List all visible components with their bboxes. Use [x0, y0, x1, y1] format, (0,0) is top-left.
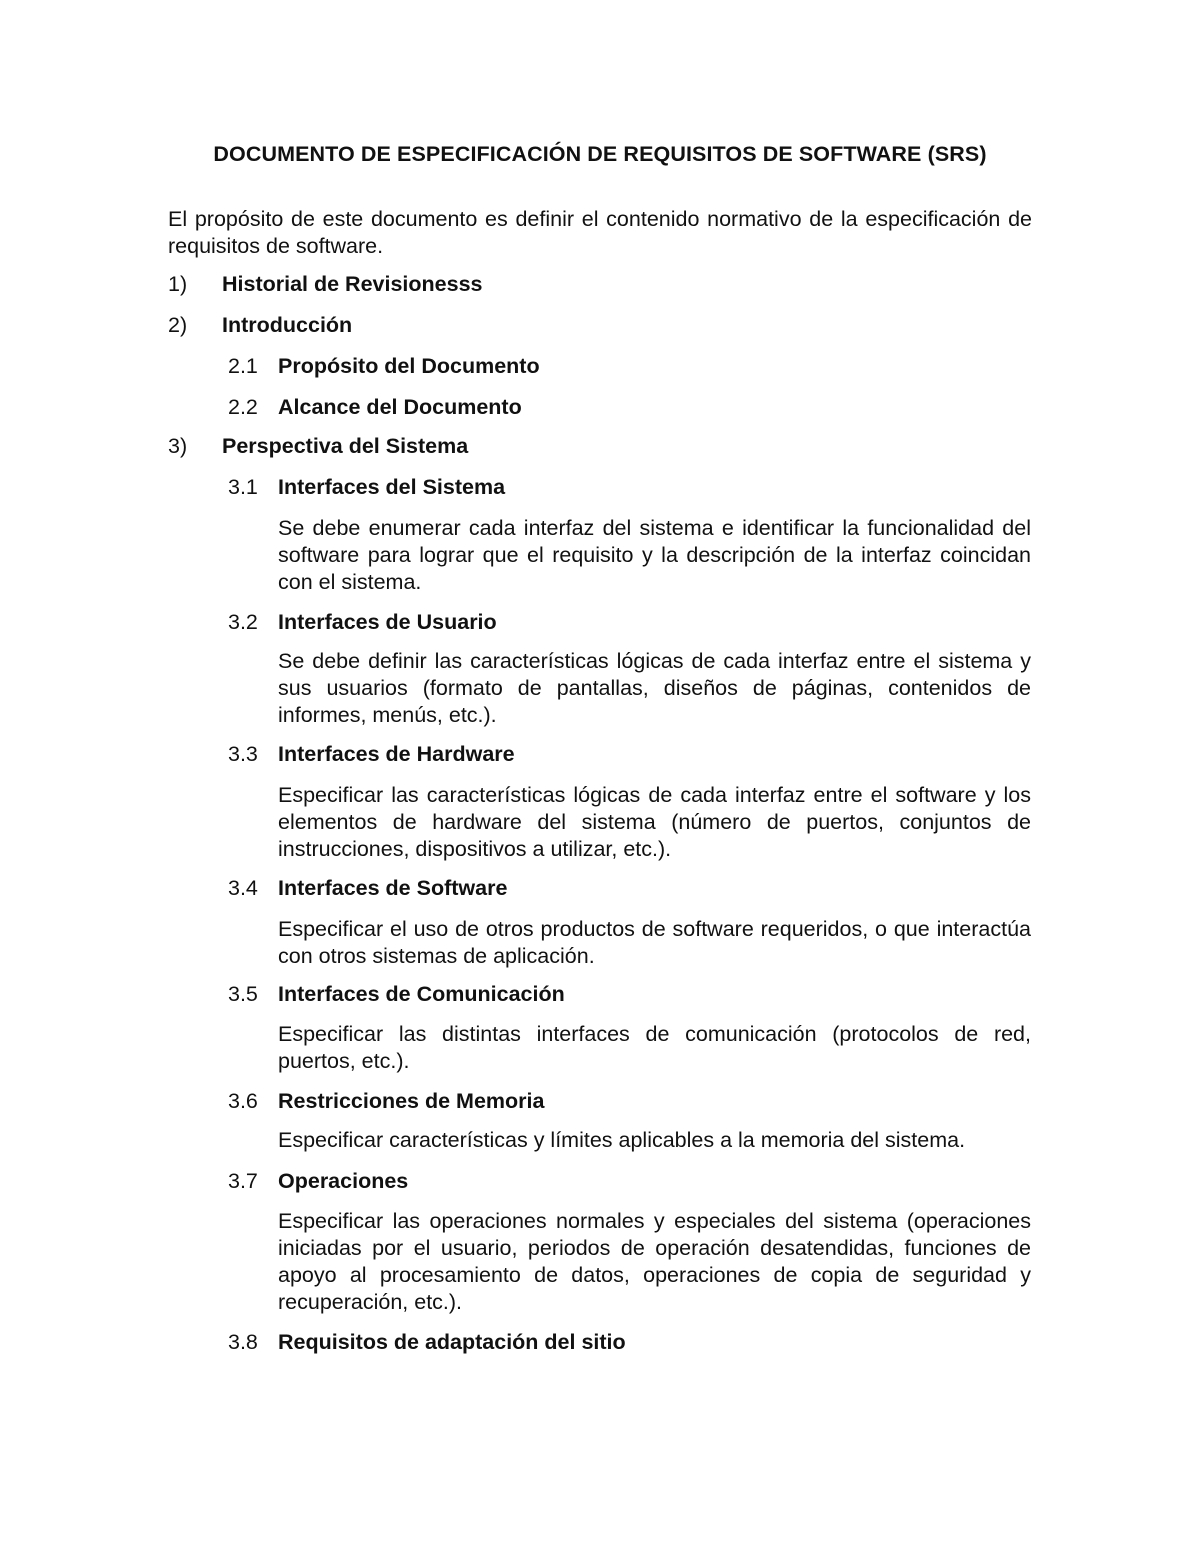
subsection-number: 3.6: [228, 1089, 258, 1113]
subsection-heading: Interfaces de Usuario: [278, 610, 497, 634]
subsection-heading: Interfaces de Comunicación: [278, 982, 565, 1006]
subsection-body: Especificar características y límites aplicables a la memoria del sistema.: [278, 1128, 966, 1152]
section-heading: Introducción: [222, 313, 353, 337]
subsection-number: 3.1: [228, 475, 258, 499]
subsection-number: 3.8: [228, 1330, 258, 1354]
intro-paragraph: El propósito de este documento es definir el contenido normativo de la especificación de requisitos de software.: [168, 207, 1032, 258]
section-number: 2): [168, 313, 188, 337]
subsection-body: Especificar el uso de otros productos de software requeridos, o que interactúa con otros sistemas de aplicación.: [278, 917, 1031, 968]
subsection-body: Especificar las distintas interfaces de comunicación (protocolos de red, puertos, etc.).: [278, 1022, 1031, 1073]
document-title: DOCUMENTO DE ESPECIFICACIÓN DE REQUISITOS DE SOFTWARE (SRS): [213, 142, 987, 166]
subsection-heading: Propósito del Documento: [278, 354, 540, 378]
subsection-number: 2.2: [228, 395, 258, 419]
subsection-body: Se debe enumerar cada interfaz del sistema e identificar la funcionalidad del software para lograr que el requisito y la descripción de la interfaz coincidan con el sistema.: [278, 516, 1031, 594]
subsection-heading: Operaciones: [278, 1169, 409, 1193]
subsection-body: Especificar las operaciones normales y especiales del sistema (operaciones iniciadas por el usuario, periodos de operación desatendidas, funciones de apoyo al procesamiento de datos, operaciones de copia de seguridad y recuperación, etc.).: [278, 1209, 1031, 1314]
subsection-heading: Interfaces de Hardware: [278, 742, 515, 766]
subsection-body: Se debe definir las características lógicas de cada interfaz entre el sistema y sus usuarios (formato de pantallas, diseños de páginas, contenidos de informes, menús, etc.).: [278, 649, 1031, 727]
section-heading: Perspectiva del Sistema: [222, 434, 469, 458]
subsection-number: 2.1: [228, 354, 258, 378]
subsection-heading: Interfaces de Software: [278, 876, 508, 900]
subsection-number: 3.7: [228, 1169, 258, 1193]
subsection-number: 3.3: [228, 742, 258, 766]
subsection-heading: Interfaces del Sistema: [278, 475, 506, 499]
subsection-heading: Restricciones de Memoria: [278, 1089, 545, 1113]
subsection-number: 3.2: [228, 610, 258, 634]
subsection-body: Especificar las características lógicas de cada interfaz entre el software y los elementos de hardware del sistema (número de puertos, conjuntos de instrucciones, dispositivos a utilizar, etc.).: [278, 783, 1031, 861]
subsection-heading: Alcance del Documento: [278, 395, 522, 419]
section-number: 1): [168, 272, 188, 296]
subsection-heading: Requisitos de adaptación del sitio: [278, 1330, 626, 1354]
section-heading: Historial de Revisionesss: [222, 272, 483, 296]
section-number: 3): [168, 434, 188, 458]
subsection-number: 3.5: [228, 982, 258, 1006]
subsection-number: 3.4: [228, 876, 258, 900]
